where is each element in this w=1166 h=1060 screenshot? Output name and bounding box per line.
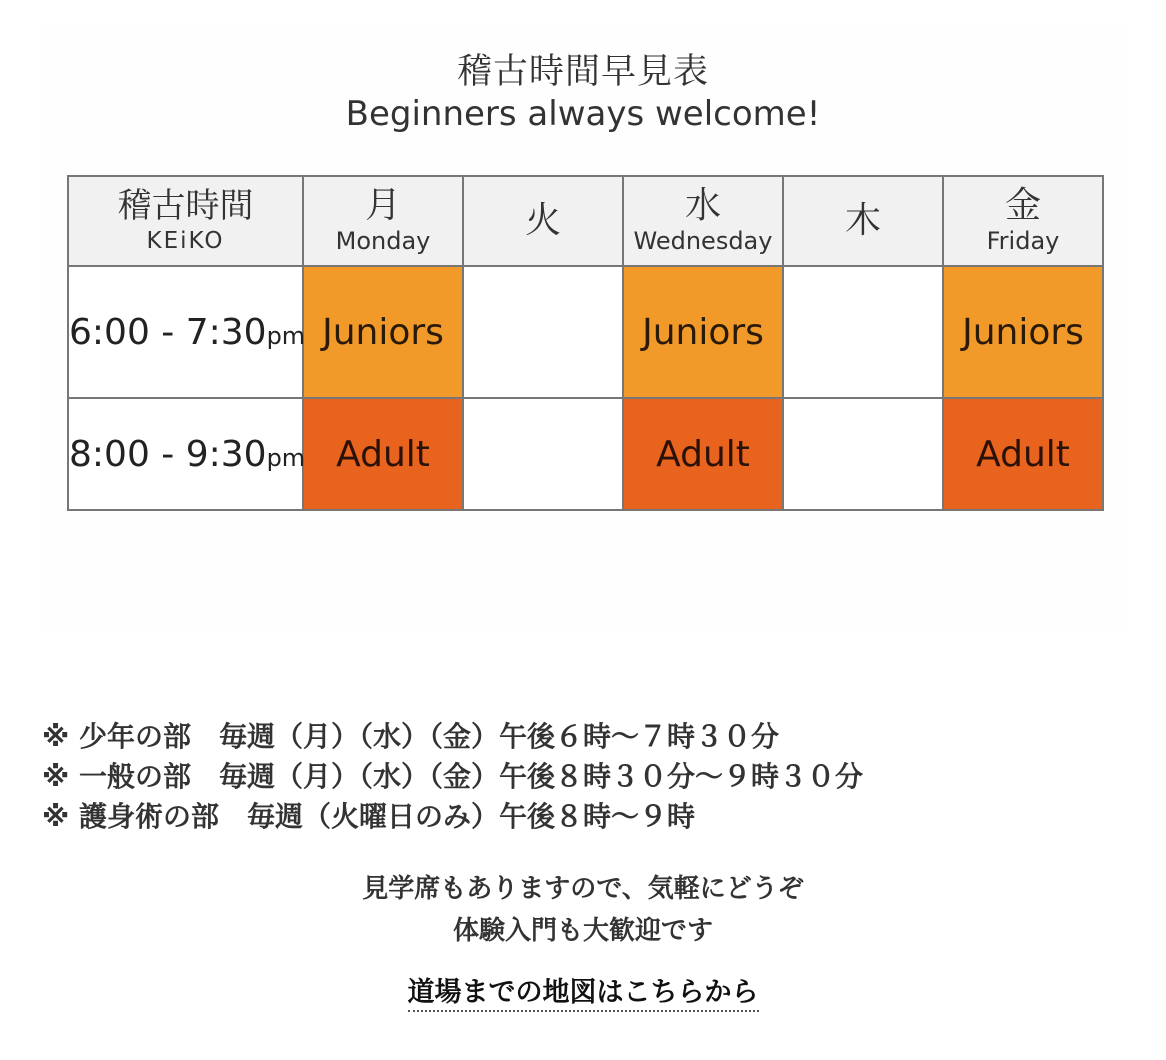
header-day-wednesday (623, 176, 783, 266)
class-cell-juniors: Juniors (303, 266, 463, 398)
day-kanji: 火 (524, 200, 561, 241)
day-kanji: 月 (364, 185, 401, 226)
schedule-title: 稽古時間早見表 (456, 52, 709, 92)
class-cell-adult: Adult (943, 398, 1103, 510)
class-cell-empty (783, 266, 943, 398)
map-link-container (0, 970, 1166, 1009)
time-cell (68, 398, 306, 510)
time-range: 8:00 - 9:30 (69, 433, 267, 475)
day-kanji: 金 (1004, 185, 1041, 226)
class-cell-juniors: Juniors (623, 266, 783, 398)
header-day-thursday (783, 176, 943, 266)
header-day-monday (303, 176, 463, 266)
timetable (67, 175, 1104, 511)
header-time-cell (68, 176, 303, 266)
note-adult: ※ 一般の部 毎週（月）（水）（金）午後８時３０分〜９時３０分 (42, 760, 863, 793)
day-en: Friday (986, 227, 1060, 255)
class-cell-adult: Adult (623, 398, 783, 510)
header-day-friday (943, 176, 1103, 266)
class-cell-empty (783, 398, 943, 510)
day-kanji: 水 (684, 185, 721, 226)
dojo-map-link[interactable]: 道場までの地図はこちらから (408, 977, 759, 1012)
class-cell-juniors: Juniors (943, 266, 1103, 398)
class-cell-empty (463, 266, 623, 398)
time-unit: pm (266, 321, 306, 350)
visit-line-1: 見学席もありますので、気軽にどうぞ (362, 874, 804, 904)
schedule-subtitle: Beginners always welcome! (345, 94, 821, 134)
timetable-row-adult (68, 398, 1103, 510)
header-time-kanji: 稽古時間 (117, 186, 254, 226)
header-day-tuesday (463, 176, 623, 266)
timetable-header-row (68, 176, 1103, 266)
time-range: 6:00 - 7:30 (69, 311, 267, 353)
class-cell-empty (463, 398, 623, 510)
day-en: Monday (335, 227, 431, 255)
header-time-en: KEiKO (146, 228, 225, 254)
visit-info (0, 868, 1166, 952)
note-juniors: ※ 少年の部 毎週（月）（水）（金）午後６時〜７時３０分 (42, 720, 779, 753)
day-kanji: 木 (844, 200, 881, 241)
class-cell-adult: Adult (303, 398, 463, 510)
timetable-row-juniors (68, 266, 1103, 398)
note-self-defense: ※ 護身術の部 毎週（火曜日のみ）午後８時〜９時 (42, 800, 695, 833)
time-unit: pm (266, 443, 306, 472)
time-cell (68, 266, 306, 398)
day-en: Wednesday (633, 227, 773, 255)
visit-line-2: 体験入門も大歓迎です (452, 916, 713, 946)
schedule-notes (42, 717, 863, 837)
